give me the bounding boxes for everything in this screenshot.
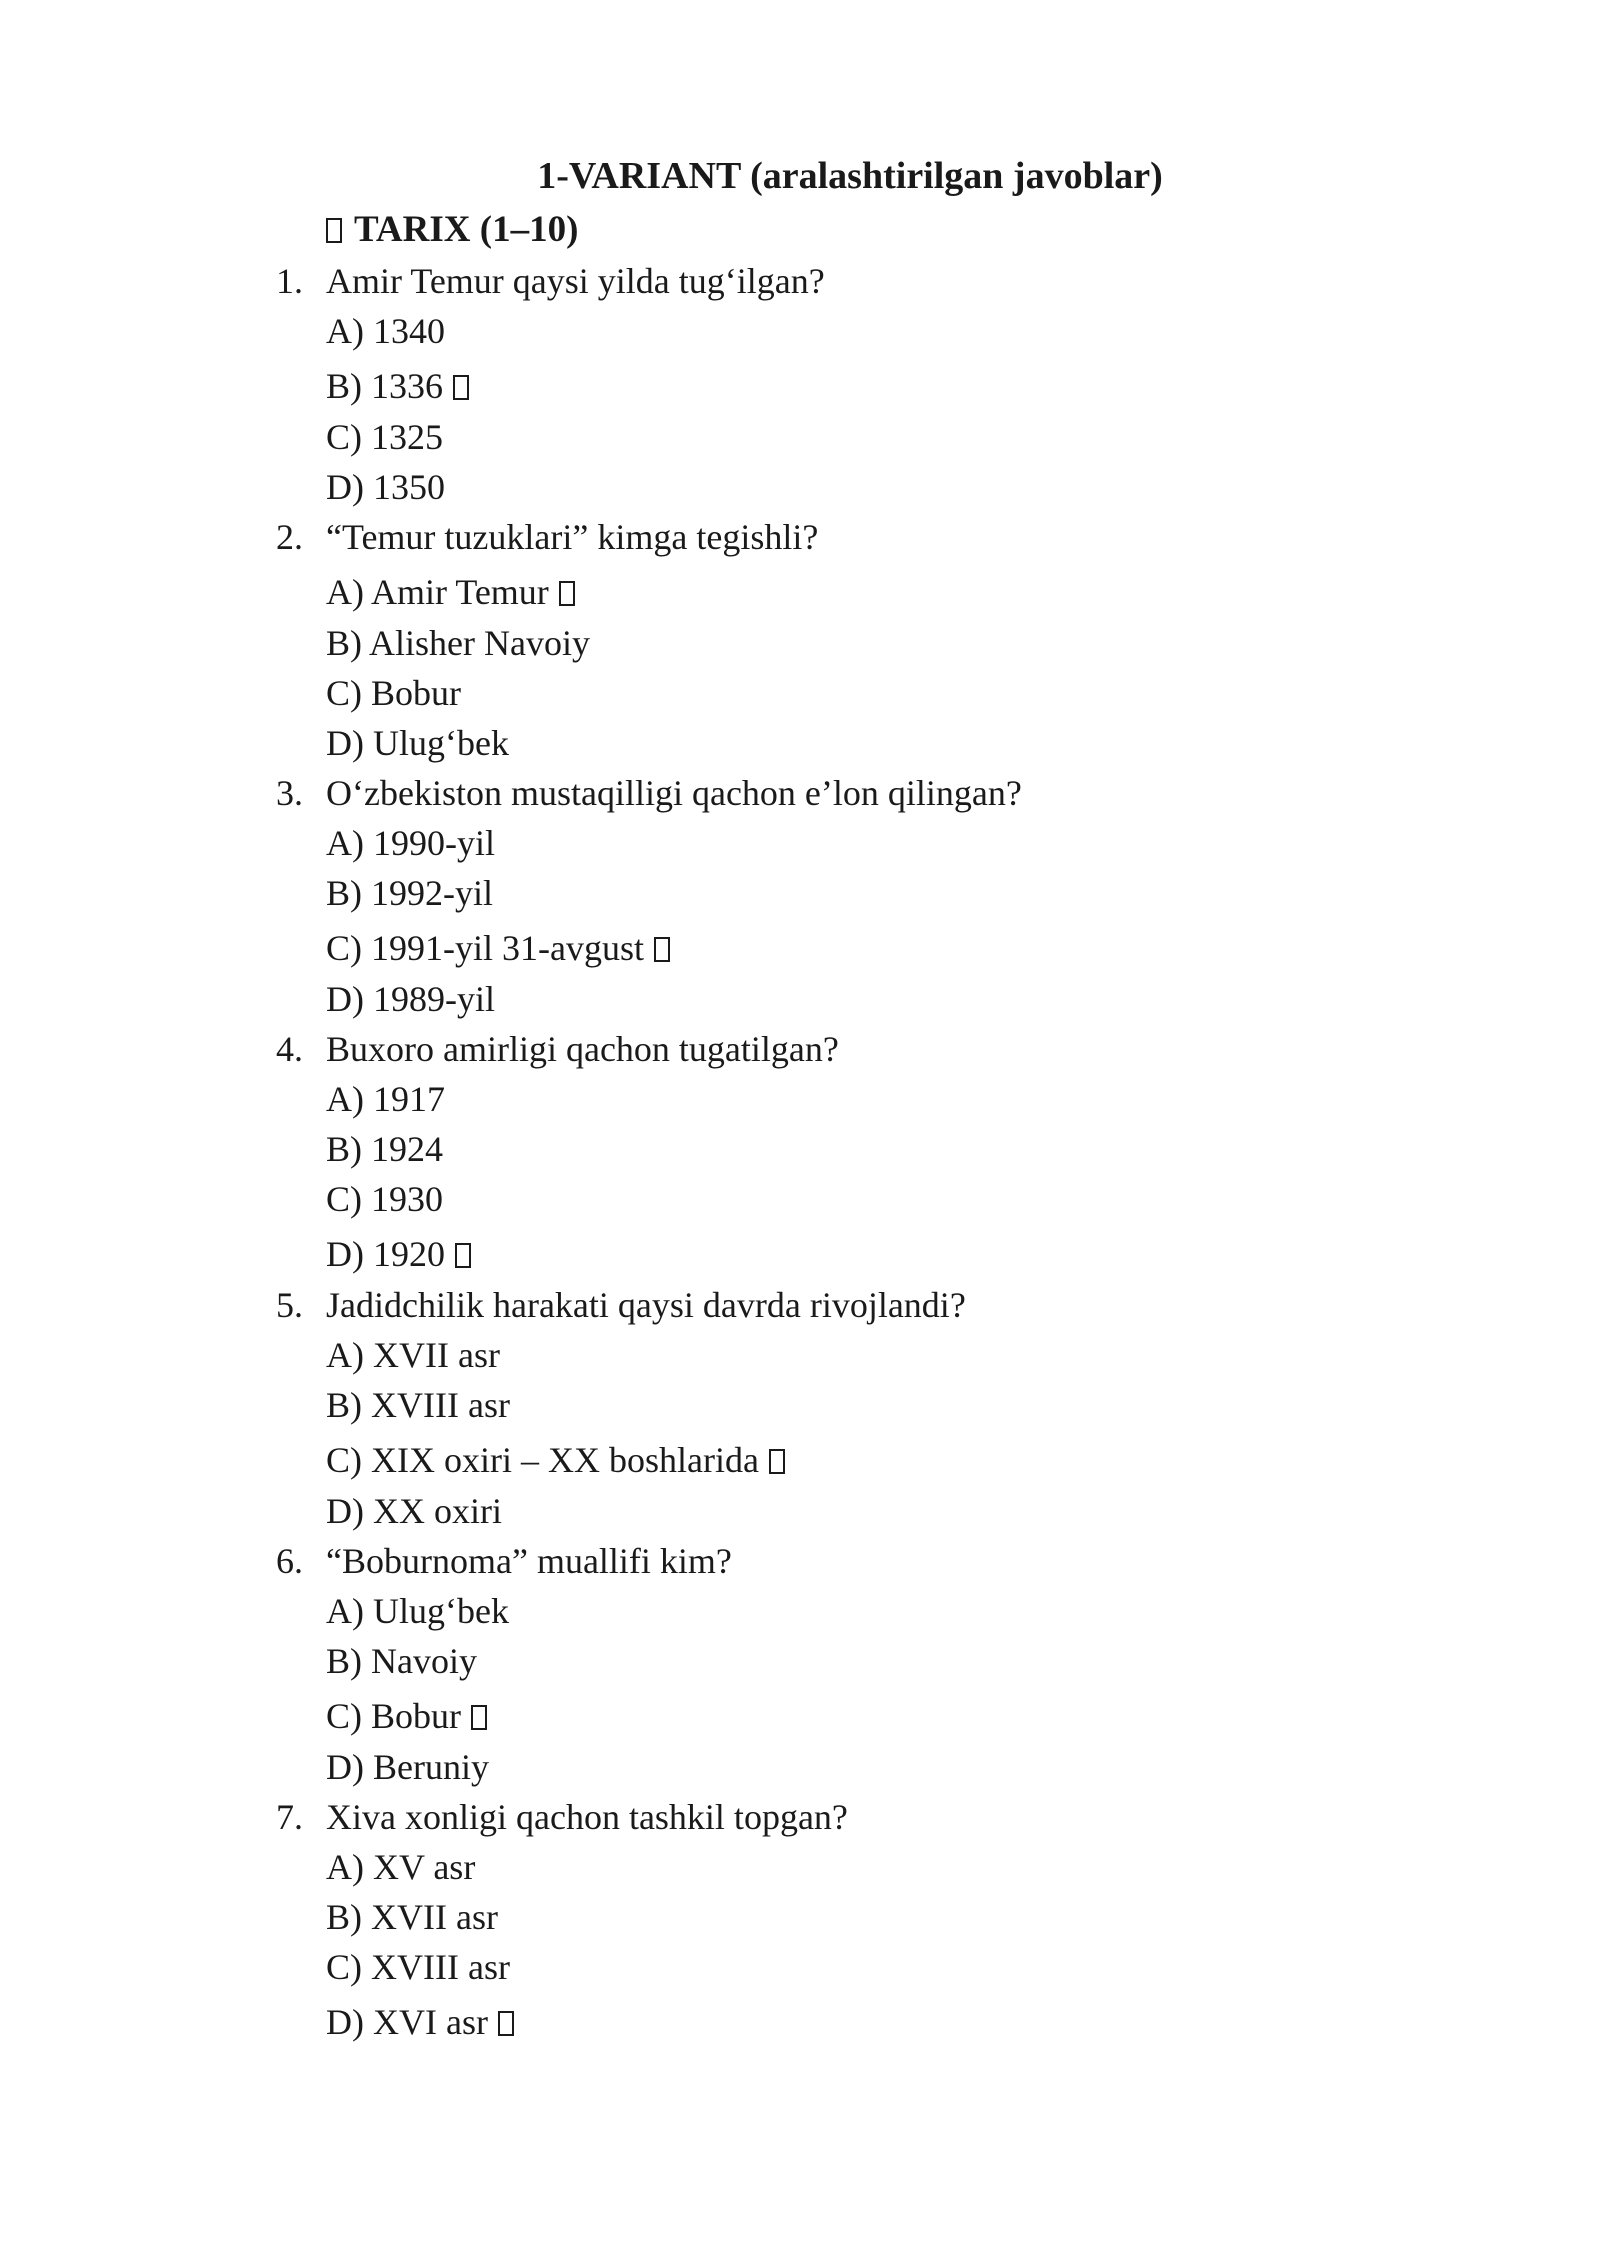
- correct-answer-marker-icon: [654, 937, 670, 962]
- question-text: “Temur tuzuklari” kimga tegishli?: [326, 517, 819, 557]
- question-number: 3.: [276, 773, 303, 813]
- correct-answer-marker-icon: [769, 1449, 785, 1474]
- answer-option-label: A) 1917: [326, 1079, 445, 1119]
- answer-option: [0, 1636, 1600, 1686]
- answer-option: [0, 562, 1600, 618]
- answer-option-label: C) Bobur: [326, 1696, 461, 1736]
- answer-option-label: C) XVIII asr: [326, 1947, 510, 1987]
- answer-option: [0, 918, 1600, 974]
- answer-option-label: D) 1350: [326, 467, 445, 507]
- answer-option: [0, 1942, 1600, 1992]
- correct-answer-marker-icon: [559, 581, 575, 606]
- answer-option: [0, 868, 1600, 918]
- question-line: [0, 512, 1600, 562]
- answer-option: [0, 356, 1600, 412]
- answer-option-label: D) XVI asr: [326, 2002, 488, 2042]
- answer-option: [0, 668, 1600, 718]
- question-line: [0, 1024, 1600, 1074]
- question-number: 6.: [276, 1541, 303, 1581]
- missing-glyph-icon: [326, 218, 342, 243]
- answer-option: [0, 306, 1600, 356]
- question-line: [0, 1536, 1600, 1586]
- question-number: 4.: [276, 1029, 303, 1069]
- question-line: [0, 256, 1600, 306]
- question-item: [0, 1536, 1600, 1792]
- answer-option: [0, 1074, 1600, 1124]
- answer-option: [0, 1686, 1600, 1742]
- answer-option-label: A) XVII asr: [326, 1335, 500, 1375]
- answer-option: [0, 1380, 1600, 1430]
- answer-option-label: C) XIX oxiri – XX boshlarida: [326, 1440, 759, 1480]
- question-number: 7.: [276, 1797, 303, 1837]
- answer-option: [0, 618, 1600, 668]
- answer-option: [0, 718, 1600, 768]
- answer-option-label: C) 1991-yil 31-avgust: [326, 928, 644, 968]
- answer-option: [0, 1174, 1600, 1224]
- answer-option: [0, 412, 1600, 462]
- answer-option-label: B) XVII asr: [326, 1897, 498, 1937]
- correct-answer-marker-icon: [471, 1705, 487, 1730]
- correct-answer-marker-icon: [498, 2011, 514, 2036]
- section-heading-label: TARIX (1–10): [354, 209, 579, 250]
- correct-answer-marker-icon: [453, 375, 469, 400]
- question-item: [0, 1280, 1600, 1536]
- question-list: [0, 256, 1600, 2048]
- question-text: Buxoro amirligi qachon tugatilgan?: [326, 1029, 839, 1069]
- answer-option-label: A) Ulug‘bek: [326, 1591, 509, 1631]
- question-text: Xiva xonligi qachon tashkil topgan?: [326, 1797, 848, 1837]
- question-text: “Boburnoma” muallifi kim?: [326, 1541, 732, 1581]
- answer-option: [0, 1842, 1600, 1892]
- answer-option-label: A) XV asr: [326, 1847, 476, 1887]
- answer-option-label: C) Bobur: [326, 673, 461, 713]
- answer-option-label: A) 1340: [326, 311, 445, 351]
- question-line: [0, 1792, 1600, 1842]
- question-text: Jadidchilik harakati qaysi davrda rivojlandi?: [326, 1285, 966, 1325]
- answer-option-label: D) Beruniy: [326, 1747, 489, 1787]
- answer-option-label: B) 1336: [326, 366, 443, 406]
- answer-option-label: C) 1930: [326, 1179, 443, 1219]
- question-item: [0, 768, 1600, 1024]
- answer-option: [0, 1586, 1600, 1636]
- answer-option: [0, 1430, 1600, 1486]
- question-item: [0, 512, 1600, 768]
- page-title: 1-VARIANT (aralashtirilgan javoblar): [537, 155, 1163, 197]
- answer-option-label: A) 1990-yil: [326, 823, 495, 863]
- question-number: 1.: [276, 261, 303, 301]
- correct-answer-marker-icon: [455, 1243, 471, 1268]
- answer-option-label: B) Navoiy: [326, 1641, 477, 1681]
- answer-option: [0, 1992, 1600, 2048]
- answer-option: [0, 1892, 1600, 1942]
- answer-option-label: A) Amir Temur: [326, 572, 549, 612]
- question-text: O‘zbekiston mustaqilligi qachon e’lon qilingan?: [326, 773, 1022, 813]
- answer-option-label: D) Ulug‘bek: [326, 723, 509, 763]
- answer-option: [0, 818, 1600, 868]
- question-line: [0, 768, 1600, 818]
- answer-option: [0, 974, 1600, 1024]
- answer-option: [0, 1742, 1600, 1792]
- answer-option: [0, 1486, 1600, 1536]
- question-item: [0, 1024, 1600, 1280]
- question-text: Amir Temur qaysi yilda tug‘ilgan?: [326, 261, 825, 301]
- answer-option-label: B) 1924: [326, 1129, 443, 1169]
- answer-option: [0, 1330, 1600, 1380]
- question-number: 5.: [276, 1285, 303, 1325]
- answer-option: [0, 1124, 1600, 1174]
- answer-option-label: D) 1989-yil: [326, 979, 495, 1019]
- question-number: 2.: [276, 517, 303, 557]
- answer-option: [0, 1224, 1600, 1280]
- answer-option-label: D) XX oxiri: [326, 1491, 502, 1531]
- answer-option-label: B) XVIII asr: [326, 1385, 510, 1425]
- question-line: [0, 1280, 1600, 1330]
- question-item: [0, 256, 1600, 512]
- question-item: [0, 1792, 1600, 2048]
- answer-option-label: D) 1920: [326, 1234, 445, 1274]
- answer-option-label: C) 1325: [326, 417, 443, 457]
- answer-option-label: B) Alisher Navoiy: [326, 623, 590, 663]
- section-heading: [326, 204, 578, 256]
- answer-option-label: B) 1992-yil: [326, 873, 493, 913]
- answer-option: [0, 462, 1600, 512]
